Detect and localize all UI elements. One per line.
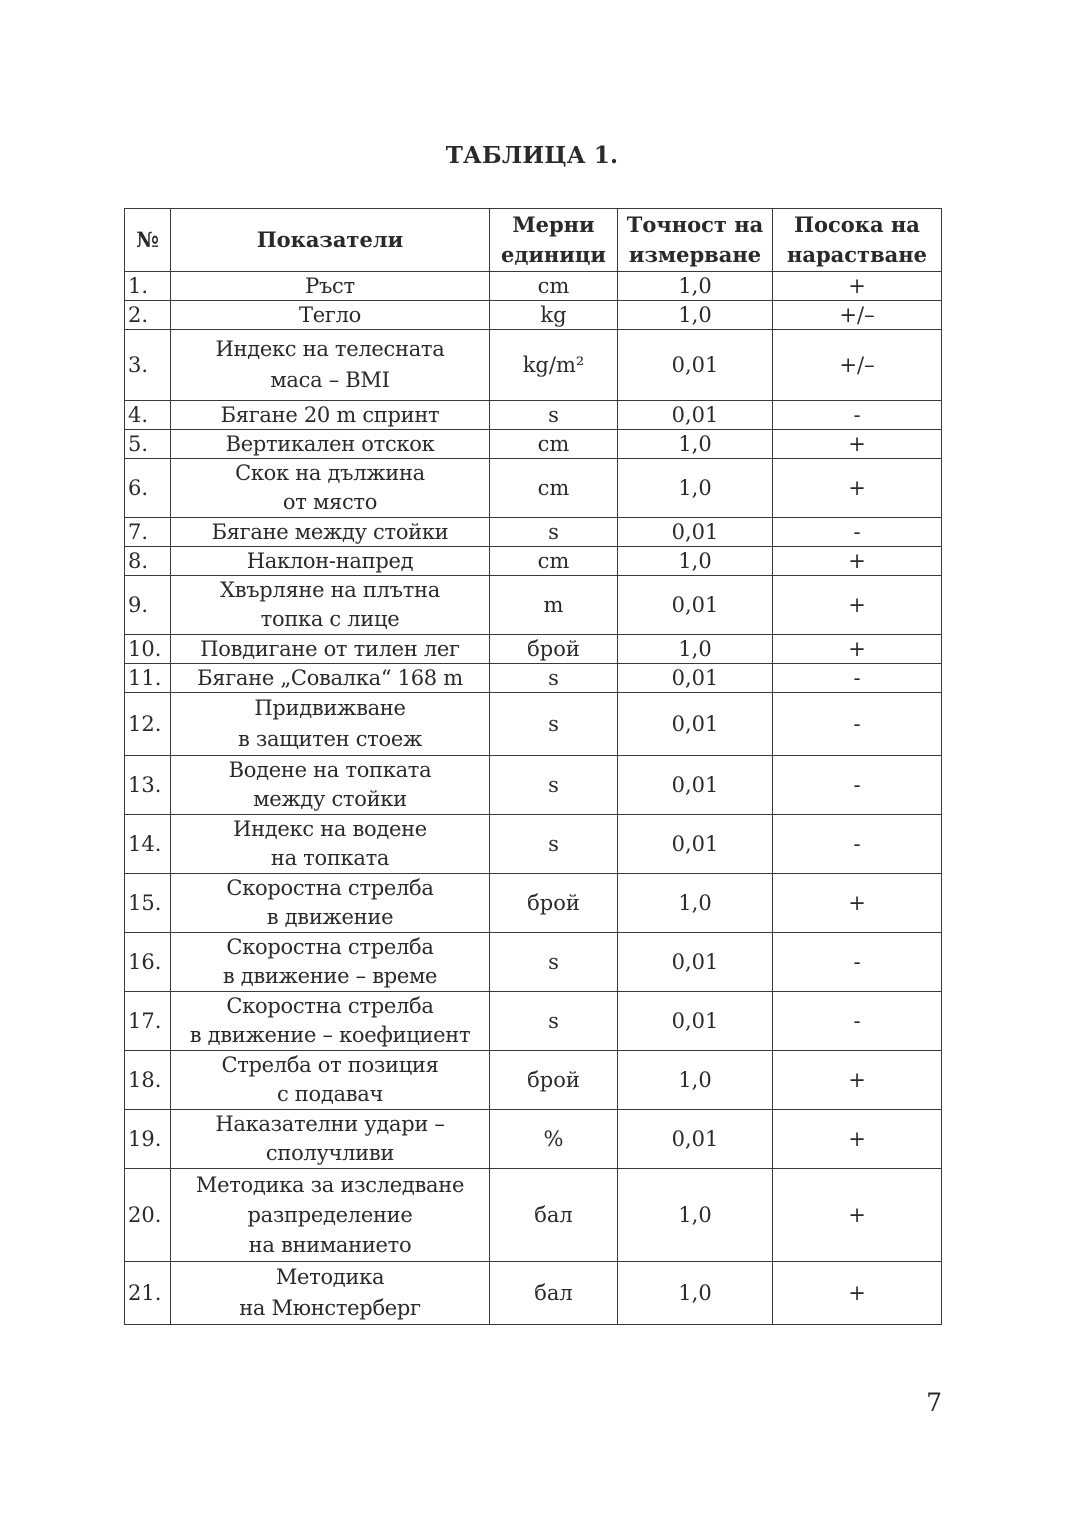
- table-row: [125, 1169, 942, 1262]
- unit-cell: kg/m²: [490, 330, 618, 401]
- accuracy-cell: 1,0: [618, 1051, 773, 1110]
- direction-cell: -: [773, 518, 942, 547]
- direction-cell: +: [773, 576, 942, 635]
- direction-cell: +: [773, 874, 942, 933]
- indicator-name-line: маса – BMI: [270, 368, 390, 392]
- indicator-name: [171, 576, 490, 635]
- unit-cell: s: [490, 401, 618, 430]
- table-row: [125, 576, 942, 635]
- indicator-name: [171, 459, 490, 518]
- indicator-name-line: Вертикален отскок: [225, 432, 435, 456]
- indicator-name-line: Скок на дължина: [235, 461, 425, 485]
- direction-cell: +: [773, 1051, 942, 1110]
- indicator-name: [171, 992, 490, 1051]
- indicator-name: [171, 1262, 490, 1325]
- row-number: 7.: [125, 518, 171, 547]
- row-number: 11.: [125, 664, 171, 693]
- table-row: [125, 518, 942, 547]
- header-num: №: [125, 209, 171, 272]
- table-row: [125, 635, 942, 664]
- indicator-name-line: Скоростна стрелба: [226, 994, 434, 1018]
- indicator-name-line: Наклон-напред: [246, 549, 414, 573]
- unit-cell: s: [490, 933, 618, 992]
- row-number: 18.: [125, 1051, 171, 1110]
- indicator-name-line: Водене на топката: [228, 758, 432, 782]
- direction-cell: +: [773, 635, 942, 664]
- table-row: [125, 874, 942, 933]
- indicator-name: [171, 330, 490, 401]
- direction-cell: -: [773, 756, 942, 815]
- row-number: 14.: [125, 815, 171, 874]
- accuracy-cell: 0,01: [618, 518, 773, 547]
- row-number: 13.: [125, 756, 171, 815]
- row-number: 5.: [125, 430, 171, 459]
- unit-cell: брой: [490, 874, 618, 933]
- header-units-line2: единици: [501, 242, 606, 267]
- indicator-name: [171, 664, 490, 693]
- table-row: [125, 933, 942, 992]
- accuracy-cell: 1,0: [618, 874, 773, 933]
- indicator-name-line: между стойки: [253, 787, 407, 811]
- row-number: 8.: [125, 547, 171, 576]
- indicator-name-line: в движение: [266, 905, 394, 929]
- accuracy-cell: 1,0: [618, 547, 773, 576]
- direction-cell: -: [773, 815, 942, 874]
- indicator-name-line: Методика за изследване: [195, 1173, 465, 1197]
- indicator-name: [171, 1110, 490, 1169]
- direction-cell: +: [773, 1169, 942, 1262]
- unit-cell: cm: [490, 430, 618, 459]
- unit-cell: s: [490, 664, 618, 693]
- header-accuracy: [618, 209, 773, 272]
- direction-cell: +: [773, 547, 942, 576]
- row-number: 3.: [125, 330, 171, 401]
- header-accuracy-line2: измерване: [628, 242, 762, 267]
- direction-cell: -: [773, 401, 942, 430]
- accuracy-cell: 0,01: [618, 815, 773, 874]
- unit-cell: %: [490, 1110, 618, 1169]
- row-number: 12.: [125, 693, 171, 756]
- indicator-name-line: Бягане между стойки: [211, 520, 449, 544]
- indicator-name: [171, 815, 490, 874]
- row-number: 20.: [125, 1169, 171, 1262]
- accuracy-cell: 1,0: [618, 430, 773, 459]
- accuracy-cell: 1,0: [618, 1262, 773, 1325]
- table-row: [125, 756, 942, 815]
- unit-cell: s: [490, 518, 618, 547]
- header-indicator: Показатели: [171, 209, 490, 272]
- indicator-name-line: Повдигане от тилен лег: [200, 637, 460, 661]
- indicator-name-line: Придвижване: [254, 696, 406, 720]
- row-number: 10.: [125, 635, 171, 664]
- indicator-name-line: топка с лице: [260, 607, 400, 631]
- indicator-name: [171, 272, 490, 301]
- accuracy-cell: 0,01: [618, 756, 773, 815]
- indicator-name-line: Скоростна стрелба: [226, 935, 434, 959]
- accuracy-cell: 0,01: [618, 1110, 773, 1169]
- row-number: 19.: [125, 1110, 171, 1169]
- indicator-name-line: в движение – време: [222, 964, 438, 988]
- direction-cell: -: [773, 933, 942, 992]
- indicator-name: [171, 401, 490, 430]
- unit-cell: брой: [490, 1051, 618, 1110]
- indicators-table: [124, 208, 942, 1325]
- row-number: 9.: [125, 576, 171, 635]
- unit-cell: s: [490, 815, 618, 874]
- indicator-name: [171, 430, 490, 459]
- indicator-name-line: Хвърляне на плътна: [220, 578, 440, 602]
- row-number: 4.: [125, 401, 171, 430]
- indicator-name-line: Бягане „Совалка“ 168 m: [197, 666, 463, 690]
- row-number: 2.: [125, 301, 171, 330]
- indicator-name: [171, 1169, 490, 1262]
- table-row: [125, 459, 942, 518]
- table-row: [125, 1110, 942, 1169]
- table-row: [125, 272, 942, 301]
- table-row: [125, 1262, 942, 1325]
- unit-cell: cm: [490, 547, 618, 576]
- header-accuracy-line1: Точност на: [626, 212, 764, 237]
- direction-cell: +: [773, 1110, 942, 1169]
- table-body: [125, 272, 942, 1325]
- page-number: 7: [926, 1388, 942, 1417]
- indicator-name: [171, 756, 490, 815]
- direction-cell: -: [773, 664, 942, 693]
- accuracy-cell: 0,01: [618, 401, 773, 430]
- accuracy-cell: 0,01: [618, 664, 773, 693]
- indicator-name-line: Наказателни удари –: [215, 1112, 445, 1136]
- row-number: 21.: [125, 1262, 171, 1325]
- table-row: [125, 401, 942, 430]
- indicator-name-line: на топката: [270, 846, 390, 870]
- accuracy-cell: 0,01: [618, 576, 773, 635]
- row-number: 17.: [125, 992, 171, 1051]
- direction-cell: +/–: [773, 301, 942, 330]
- indicator-name: [171, 518, 490, 547]
- accuracy-cell: 0,01: [618, 693, 773, 756]
- table-header-row: [125, 209, 942, 272]
- indicator-name-line: Индекс на телесната: [215, 337, 445, 361]
- indicator-name: [171, 933, 490, 992]
- direction-cell: +: [773, 1262, 942, 1325]
- header-units-line1: Мерни: [512, 212, 595, 237]
- row-number: 15.: [125, 874, 171, 933]
- accuracy-cell: 1,0: [618, 301, 773, 330]
- indicator-name: [171, 301, 490, 330]
- accuracy-cell: 1,0: [618, 272, 773, 301]
- unit-cell: брой: [490, 635, 618, 664]
- table-row: [125, 430, 942, 459]
- unit-cell: kg: [490, 301, 618, 330]
- table-row: [125, 693, 942, 756]
- unit-cell: s: [490, 992, 618, 1051]
- unit-cell: бал: [490, 1262, 618, 1325]
- accuracy-cell: 1,0: [618, 459, 773, 518]
- table-row: [125, 301, 942, 330]
- unit-cell: бал: [490, 1169, 618, 1262]
- indicator-name-line: с подавач: [276, 1082, 384, 1106]
- accuracy-cell: 1,0: [618, 635, 773, 664]
- direction-cell: -: [773, 992, 942, 1051]
- header-direction-line2: нарастване: [787, 242, 927, 267]
- indicator-name-line: на Мюнстерберг: [239, 1296, 421, 1320]
- unit-cell: s: [490, 756, 618, 815]
- unit-cell: cm: [490, 272, 618, 301]
- direction-cell: -: [773, 693, 942, 756]
- indicator-name: [171, 874, 490, 933]
- indicator-name-line: Индекс на водене: [233, 817, 427, 841]
- direction-cell: +/–: [773, 330, 942, 401]
- direction-cell: +: [773, 272, 942, 301]
- table-row: [125, 547, 942, 576]
- table-row: [125, 330, 942, 401]
- indicator-name-line: Методика: [275, 1265, 385, 1289]
- indicator-name-line: на вниманието: [248, 1233, 412, 1257]
- indicator-name-line: сполучливи: [265, 1141, 395, 1165]
- table-row: [125, 815, 942, 874]
- unit-cell: s: [490, 693, 618, 756]
- indicator-name: [171, 635, 490, 664]
- indicator-name-line: Бягане 20 m спринт: [220, 403, 440, 427]
- indicator-name-line: в движение – коефициент: [189, 1023, 471, 1047]
- accuracy-cell: 0,01: [618, 933, 773, 992]
- unit-cell: cm: [490, 459, 618, 518]
- accuracy-cell: 1,0: [618, 1169, 773, 1262]
- direction-cell: +: [773, 459, 942, 518]
- accuracy-cell: 0,01: [618, 992, 773, 1051]
- table-row: [125, 1051, 942, 1110]
- row-number: 16.: [125, 933, 171, 992]
- indicator-name-line: в защитен стоеж: [238, 727, 422, 751]
- indicator-name: [171, 693, 490, 756]
- indicator-name-line: Тегло: [299, 303, 361, 327]
- table-title: ТАБЛИЦА 1.: [445, 142, 619, 169]
- indicator-name: [171, 547, 490, 576]
- indicator-name: [171, 1051, 490, 1110]
- direction-cell: +: [773, 430, 942, 459]
- row-number: 6.: [125, 459, 171, 518]
- indicator-name-line: разпределение: [247, 1203, 413, 1227]
- indicator-name-line: от място: [282, 490, 378, 514]
- unit-cell: m: [490, 576, 618, 635]
- header-direction-line1: Посока на: [794, 212, 920, 237]
- row-number: 1.: [125, 272, 171, 301]
- header-direction: [773, 209, 942, 272]
- indicator-name-line: Ръст: [305, 274, 355, 298]
- accuracy-cell: 0,01: [618, 330, 773, 401]
- indicator-name-line: Скоростна стрелба: [226, 876, 434, 900]
- header-units: [490, 209, 618, 272]
- table-row: [125, 664, 942, 693]
- table-row: [125, 992, 942, 1051]
- indicator-name-line: Стрелба от позиция: [221, 1053, 439, 1077]
